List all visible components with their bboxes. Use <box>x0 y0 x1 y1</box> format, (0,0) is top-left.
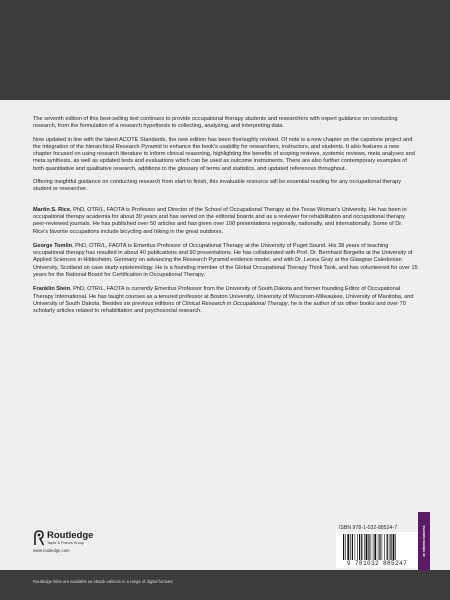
author-bio-text: , PhD, OTR/L, FAOTA is Professor and Director of the School of Occupational Therapy at the Texas Woman's University. He has been in occupational therapy academia for about 30 years and has served on the editorial boards and as a reviewer for rehabilitation and occupational therapy peer-reviewed journals. He has published over 50 articles and has given over 100 presentations regionally, nationally, and internationally. Some of Dr. Rice's favorite occupations include bicycling and hiking in the great outdoors. <box>33 206 407 235</box>
intro-paragraph-3: Offering insightful guidance on conducting research from start to finish, this invaluable resource will be essential reading for any occupational therapy student or researcher. <box>33 179 402 193</box>
barcode-bar <box>378 534 379 560</box>
barcode-bars <box>341 534 413 560</box>
footer-band <box>0 570 450 600</box>
barcode-bar <box>384 534 385 560</box>
isbn-label: ISBN 978-1-032-88524-7 <box>339 525 398 531</box>
barcode-bar <box>345 534 346 560</box>
barcode-bar <box>395 534 396 560</box>
publisher-block <box>33 530 93 553</box>
barcode-bar <box>379 534 380 560</box>
barcode-bar <box>373 534 374 560</box>
barcode-bar <box>364 534 365 560</box>
barcode-bar <box>382 534 383 560</box>
barcode-bar <box>350 534 351 560</box>
author-bio-rice <box>33 207 418 236</box>
book-title: Clinical Research in Occupational Therapy <box>181 300 288 307</box>
footer-text: Routledge titles are available as eBook editions in a range of digital formats <box>33 579 173 584</box>
publisher-url: www.routledge.com <box>33 548 70 553</box>
barcode-bar <box>389 534 390 560</box>
barcode-bar <box>357 534 358 560</box>
author-bio-text: , PhD, OTR/L, FAOTA is Emeritus Professor of Occupational Therapy at the University of Puget Sound. His 38 years of teaching occupational therapy has resulted in about 40 publications and 90 presentations. He has collaborated with Prof. Dr. Bernhard Borgetto at the University of Applied Sciences in Hildesheim, Germany on advancing the Research Pyramid evidence model, and with Dr. Leona Gray at the Glasgow Caledonian University, Scotland on case study epistemology. He is a founding member of the Global Occupational Therapy Think Tank, and has volunteered for over 15 years for the National Board for Certification in Occupational Therapy. <box>33 242 418 279</box>
barcode-bar <box>352 534 353 560</box>
publisher-logo <box>33 530 93 546</box>
author-name: George Tomlin <box>33 242 73 249</box>
barcode-bar <box>371 534 372 560</box>
author-name: Martin S. Rice <box>33 206 70 213</box>
intro-paragraph-1: The seventh edition of this best-selling text continues to provide occupational therapy students and researchers with expert guidance on conducting research, from the formulation of a research hypothesis to collecting, analyzing, and interpreting data. <box>33 116 398 130</box>
author-bio-text: , he is the author of six other books and over 70 scholarly articles related to rehabilitation and psychosocial research. <box>33 300 406 315</box>
barcode-bar <box>347 534 349 560</box>
barcode-bar <box>366 534 368 560</box>
author-bio-tomlin <box>33 243 418 279</box>
top-band <box>0 0 450 100</box>
barcode-bar <box>361 534 362 560</box>
informa-strip-text: an informa business <box>422 525 426 557</box>
barcode-bar <box>343 534 344 560</box>
barcode-bar <box>368 534 369 560</box>
barcode-bar <box>387 534 388 560</box>
author-bio-text: , PhD, OTR/L, FAOTA is currently Emeritus Professor from the University of South Dakota and former founding Editor of Occupational Therapy International. He has taught courses as a tenured professor at Boston University, University of Wisconsin-Milwaukee, University of Manitoba, and University of South Dakota. Besides six previous editions of <box>33 286 414 307</box>
routledge-logo-icon <box>33 530 45 546</box>
intro-paragraph-2: Now updated in line with the latest ACOTE Standards, the new edition has been thoroughly revised. Of note is a new chapter on the capstone project and the integration of the hierarchical Research Pyramid to enhance the book's usability for researchers, instructors, and students. It also features a new chapter focused on using research literature to inform clinical reasoning, highlighting the benefits of scoping reviews, systemic reviews, meta analyses and meta synthesis, as well as updated tests and evaluations which can be used as outcome instruments. There are also further contemporary examples of both quantitative and qualitative research, additions to the glossary of terms and statistics, and updated references throughout. <box>33 136 415 172</box>
barcode-bar <box>393 534 395 560</box>
barcode-bar <box>359 534 360 560</box>
author-bio-stein <box>33 286 418 315</box>
back-cover-text <box>33 116 418 323</box>
informa-strip <box>418 512 430 570</box>
barcode-number: 9 781032 885247 <box>346 560 408 567</box>
barcode-bar <box>374 534 376 560</box>
barcode-bar <box>355 534 356 560</box>
publisher-subtitle: Taylor & Francis Group <box>47 541 84 545</box>
author-name: Franklin Stein <box>33 286 70 293</box>
barcode <box>336 532 418 568</box>
publisher-name: Routledge <box>47 530 94 541</box>
barcode-bar <box>390 534 391 560</box>
